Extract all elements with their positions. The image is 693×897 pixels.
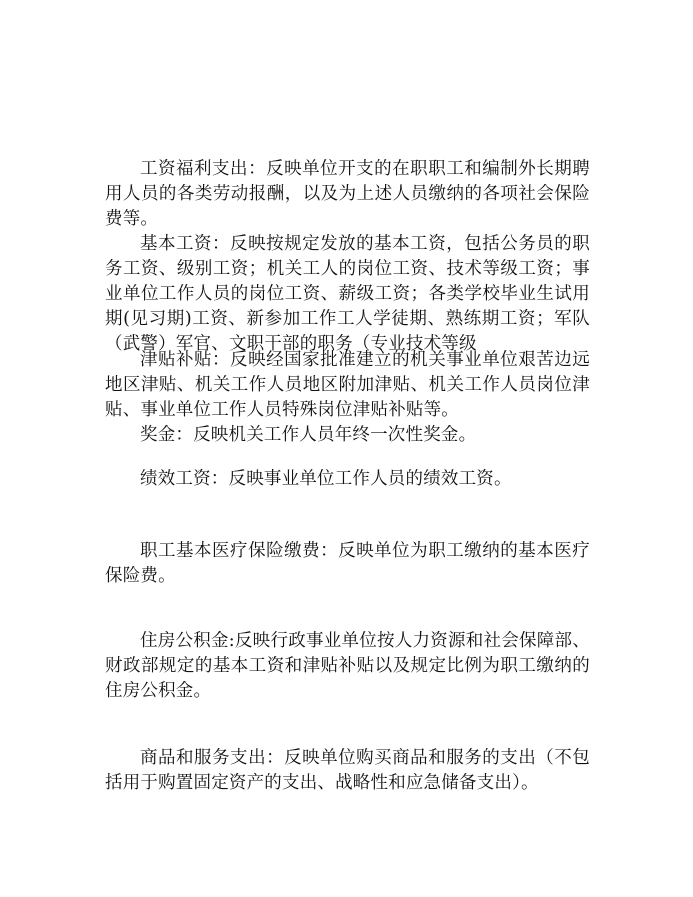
paragraph-salary-welfare-expenditure: 工资福利支出：反映单位开支的在职职工和编制外长期聘用人员的各类劳动报酬，以及为上述人员缴纳的各项社会保险费等。 — [105, 159, 590, 229]
paragraph-allowances-subsidies: 津贴补贴：反映经国家批准建立的机关事业单位艰苦边远地区津贴、机关工作人员地区附加津贴、机关工作人员岗位津贴、事业单位工作人员特殊岗位津贴补贴等。 — [105, 350, 590, 420]
paragraph-basic-salary: 基本工资：反映按规定发放的基本工资，包括公务员的职务工资、级别工资；机关工人的岗位工资、技术等级工资；事业单位工作人员的岗位工资、薪级工资；各类学校毕业生试用期(见习期)工资、新参加工作工人学徒期、熟练期工资；军队（武警）军官、文职干部的职务（专业技术等级 — [105, 234, 590, 354]
paragraph-bonus: 奖金：反映机关工作人员年终一次性奖金。 — [140, 425, 477, 445]
paragraph-goods-services-expenditure: 商品和服务支出：反映单位购买商品和服务的支出（不包括用于购置固定资产的支出、战略性和应急储备支出）。 — [105, 748, 590, 793]
paragraph-performance-salary: 绩效工资：反映事业单位工作人员的绩效工资。 — [140, 469, 512, 489]
paragraph-housing-fund: 住房公积金:反映行政事业单位按人力资源和社会保障部、财政部规定的基本工资和津贴补贴以及规定比例为职工缴纳的住房公积金。 — [105, 631, 590, 701]
paragraph-medical-insurance: 职工基本医疗保险缴费：反映单位为职工缴纳的基本医疗保险费。 — [105, 541, 590, 586]
